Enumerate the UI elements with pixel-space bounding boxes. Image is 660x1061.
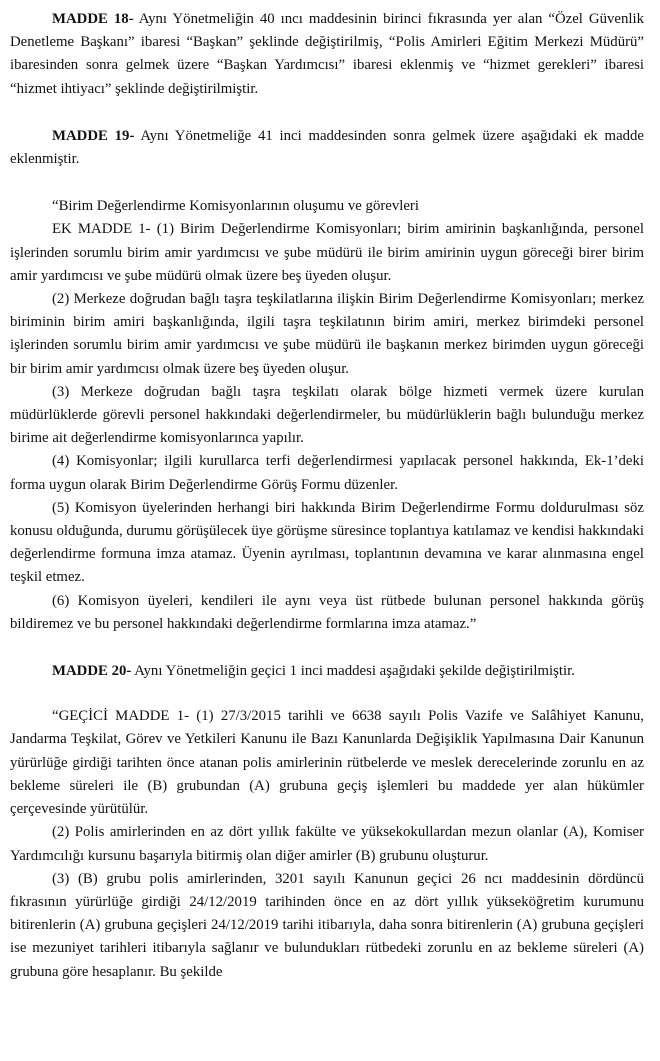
gecici-madde-paragraph-3: (3) (B) grubu polis amirlerinden, 3201 sayılı Kanunun geçici 26 ncı maddesinin dördüncü fıkrasının yürürlüğe girdiği 24/12/2019 tarihinden önce en az dört yıllık yükseköğretim kurumunu bitirenlerin (A) grubuna geçişleri 24/12/2019 tarihi itibarıyla, daha sonra bitirenlerin (A) grubuna geçişleri ise mezuniyet tarihleri itibarıyla sağlanır ve bulundukları rütbedeki zorunlu en az bekleme süreleri (A) grubuna göre hesaplanır. Bu şekilde [10, 870, 644, 980]
ek-madde-paragraph-2: (2) Merkeze doğrudan bağlı taşra teşkilatlarına ilişkin Birim Değerlendirme Komisyonları; merkez biriminin birim amiri başkanlığında, ilgili taşra teşkilatının birim amiri, merkez birimdeki personel işlerinden sorumlu birim amir yardımcısı ve şube müdürü ile başkanın merkez birimden uygun göreceği bir birim amir yardımcısı olmak üzere beş üyeden oluşur. [10, 291, 644, 377]
spacer [10, 171, 644, 195]
madde-19-heading: MADDE 19- [52, 127, 135, 144]
ek-madde-paragraph-4: (4) Komisyonlar; ilgili kurullarca terfi değerlendirmesi yapılacak personel hakkında, Ek-1’deki forma uygun olarak Birim Değerlendirme Görüş Formu düzenler. [10, 453, 644, 493]
spacer [10, 101, 644, 125]
gecici-madde-paragraph-2: (2) Polis amirlerinden en az dört yıllık fakülte ve yüksekokullardan mezun olanlar (A), Komiser Yardımcılığı kursunu başarıyla bitirmiş olan diğer amirler (B) grubunu oluşturur. [10, 824, 644, 864]
ek-madde-paragraph-6: (6) Komisyon üyeleri, kendileri ile aynı veya üst rütbede bulunan personel hakkında görüş bildiremez ve bu personel hakkındaki değerlendirme formlarına imza atamaz.” [10, 592, 644, 632]
madde-18-body: Aynı Yönetmeliğin 40 ıncı maddesinin birinci fıkrasında yer alan “Özel Güvenlik Denetleme Başkanı” ibaresi “Başkan” şeklinde değiştirilmiş, “Polis Amirleri Eğitim Merkezi Müdürü” ibaresinden sonra gelmek üzere “Başkan Yardımcısı” ibaresi eklenmiş ve “hizmet gerekleri” ibaresi “hizmet ihtiyacı” şeklinde değiştirilmiştir. [10, 11, 644, 97]
ek-madde-paragraph-1: EK MADDE 1- (1) Birim Değerlendirme Komisyonları; birim amirinin başkanlığında, personel işlerinden sorumlu birim amir yardımcısı ve şube müdürü ile birim amirinin uygun göreceği birer birim amir yardımcısı ve şube müdürü olmak üzere beş üyeden oluşur. [10, 221, 644, 284]
madde-20-paragraph [10, 660, 644, 683]
madde-18-heading: MADDE 18- [52, 11, 134, 27]
madde-20-heading: MADDE 20- [52, 663, 132, 680]
gecici-madde-paragraph-1: “GEÇİCİ MADDE 1- (1) 27/3/2015 tarihli ve 6638 sayılı Polis Vazife ve Salâhiyet Kanunu, Jandarma Teşkilat, Görev ve Yetkileri Kanunu ile Bazı Kanunlarda Değişiklik Yapılmasına Dair Kanunun yürürlüğe girdiği tarihten önce atanan polis amirlerinin rütbelerde ve meslek derecelerinde zorunlu en az bekleme süreleri ile (B) grubundan (A) grubuna geçiş işlemleri bu maddede yer alan hükümler çerçevesinde yürütülür. [10, 708, 644, 818]
ek-madde-paragraph-3: (3) Merkeze doğrudan bağlı taşra teşkilatı olarak bölge hizmeti vermek üzere kurulan müdürlüklerde görevli personel hakkındaki değerlendirmeler, bu müdürlüklerin bağlı bulunduğu merkez birime ait değerlendirme komisyonlarınca yapılır. [10, 383, 644, 447]
ek-madde-paragraph-5: (5) Komisyon üyelerinden herhangi biri hakkında Birim Değerlendirme Formu doldurulması söz konusu olduğunda, durumu görüşülecek üye görüşme süresince toplantıya katılamaz ve kendisi hakkındaki değerlendirme formuna imza atamaz. Üyenin ayrılması, toplantının devamına ve karar alınmasına engel teşkil etmez. [10, 499, 644, 586]
madde-19-body: Aynı Yönetmeliğe 41 inci maddesinden sonra gelmek üzere aşağıdaki ek madde eklenmiştir. [10, 127, 644, 168]
spacer [10, 683, 644, 705]
madde-18-paragraph [10, 8, 644, 101]
madde-19-paragraph [10, 125, 644, 171]
ek-madde-title: “Birim Değerlendirme Komisyonlarının oluşumu ve görevleri [52, 198, 419, 215]
madde-20-body: Aynı Yönetmeliğin geçici 1 inci maddesi aşağıdaki şekilde değiştirilmiştir. [131, 663, 575, 680]
spacer [10, 636, 644, 660]
